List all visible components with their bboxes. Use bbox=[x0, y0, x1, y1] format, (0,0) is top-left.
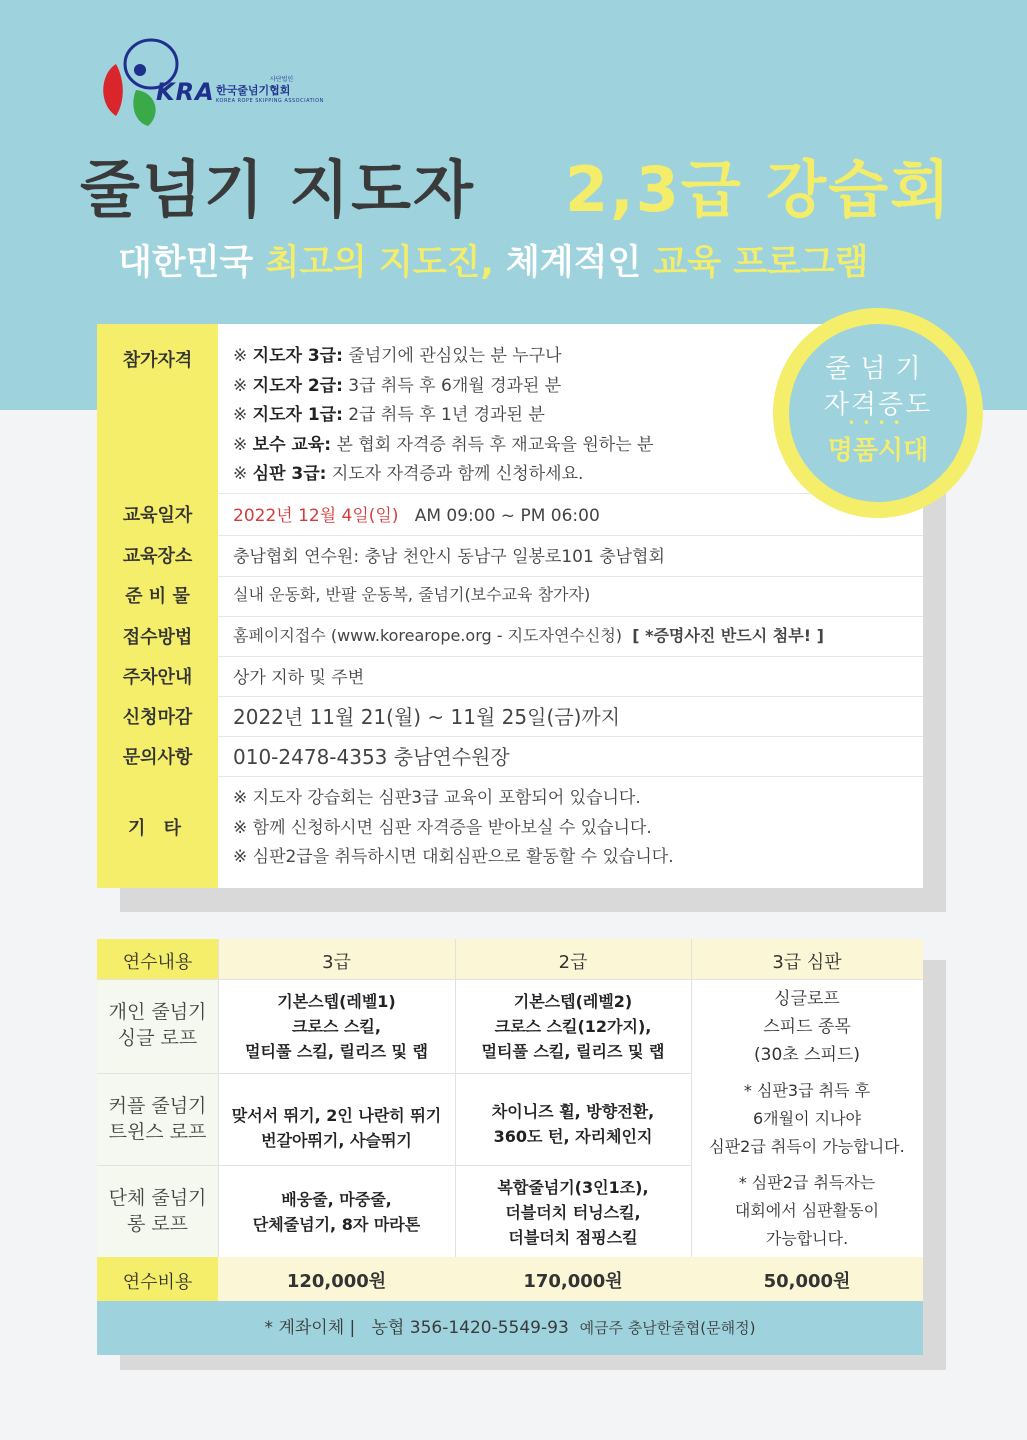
row-label-twins: 커플 줄넘기 트윈스 로프 bbox=[108, 1095, 207, 1143]
bank-holder: 예금주 충남한줄협(문해정) bbox=[579, 1319, 756, 1337]
prep-value: 실내 운동화, 반팔 운동복, 줄넘기(보수교육 참가자) bbox=[233, 585, 591, 604]
divider bbox=[218, 535, 923, 536]
etc-item: ※ 심판2급을 취득하시면 대회심판으로 활동할 수 있습니다. bbox=[233, 847, 674, 867]
divider bbox=[218, 656, 923, 657]
cost-row bbox=[97, 1257, 923, 1301]
etc-list bbox=[233, 784, 674, 873]
grid-line bbox=[97, 1073, 691, 1074]
apply-note: [ *증명사진 반드시 첨부! ] bbox=[632, 626, 824, 645]
qual-item: ※ 지도자 3급: 줄넘기에 관심있는 분 누구나 bbox=[233, 346, 562, 366]
judge-content: 싱글로프 스피드 종목 (30초 스피드) bbox=[754, 989, 860, 1065]
logo-name bbox=[216, 82, 324, 104]
grid-line bbox=[97, 1165, 691, 1166]
certificate-badge bbox=[789, 324, 967, 502]
bank-account: 농협 356-1420-5549-93 bbox=[371, 1318, 569, 1338]
divider bbox=[218, 616, 923, 617]
logo-corp: 사단법인 bbox=[270, 76, 294, 83]
badge-line3: 명품시대 bbox=[827, 436, 929, 466]
label-apply: 접수방법 bbox=[122, 627, 193, 648]
qual-item: ※ 보수 교육: 본 협회 자격증 취득 후 재교육을 원하는 분 bbox=[233, 434, 654, 455]
date-day: 2022년 12월 4일(일) bbox=[233, 506, 399, 526]
cost-grade2: 170,000원 bbox=[523, 1271, 623, 1292]
label-parking: 주차안내 bbox=[122, 667, 193, 688]
subtitle-highlight2: 교육 프로그램 bbox=[653, 243, 869, 283]
parking-value: 상가 지하 및 주변 bbox=[233, 668, 365, 688]
cell-twins-grade3: 맞서서 뛰기, 2인 나란히 뛰기 번갈아뛰기, 사슬뛰기 bbox=[231, 1106, 442, 1150]
row-label-long: 단체 줄넘기 롱 로프 bbox=[108, 1187, 207, 1235]
place-value: 충남협회 연수원: 충남 천안시 동남구 일봉로101 충남협회 bbox=[233, 547, 665, 567]
label-contact: 문의사항 bbox=[122, 747, 193, 768]
contact-value: 010-2478-4353 충남연수원장 bbox=[233, 745, 510, 769]
apply-text: 홈페이지접수 (www.korearope.org - 지도자연수신청) bbox=[233, 626, 623, 645]
bank-transfer-info bbox=[97, 1301, 923, 1355]
cell-twins-grade2: 차이니즈 휠, 방향전환, 360도 턴, 자리체인지 bbox=[491, 1102, 655, 1146]
course-table bbox=[97, 939, 923, 1355]
grid-line bbox=[97, 979, 923, 980]
etc-item: ※ 함께 신청하시면 심판 자격증을 받아보실 수 있습니다. bbox=[233, 817, 652, 838]
badge-dots: •••• bbox=[847, 416, 909, 430]
judge-note-2: * 심판2급 취득자는 대회에서 심판활동이 가능합니다. bbox=[734, 1173, 880, 1248]
subtitle bbox=[118, 235, 868, 285]
label-qualification: 참가자격 bbox=[122, 350, 193, 371]
divider bbox=[218, 776, 923, 777]
deadline-value: 2022년 11월 21(월) ~ 11월 25일(금)까지 bbox=[233, 705, 621, 729]
logo-name-ko: 한국줄넘기협회 bbox=[216, 84, 291, 97]
cost-judge: 50,000원 bbox=[763, 1271, 851, 1292]
etc-item: ※ 지도자 강습회는 심판3급 교육이 포함되어 있습니다. bbox=[233, 788, 641, 808]
qualification-list bbox=[233, 342, 653, 490]
label-deadline: 신청마감 bbox=[122, 707, 193, 728]
label-place: 교육장소 bbox=[122, 546, 193, 567]
main-title: 줄넘기 지도자 bbox=[80, 153, 475, 226]
cell-long-grade2: 복합줄넘기(3인1조), 더블더치 터닝스킬, 더블더치 점핑스킬 bbox=[497, 1178, 649, 1247]
header-grade3: 3급 bbox=[322, 952, 351, 973]
subtitle-part1: 대한민국 bbox=[118, 243, 266, 283]
header-content: 연수내용 bbox=[122, 952, 193, 973]
divider bbox=[218, 696, 923, 697]
divider bbox=[218, 736, 923, 737]
apply-value bbox=[233, 623, 824, 646]
label-prep: 준 비 물 bbox=[125, 586, 190, 607]
subtitle-highlight1: 최고의 지도진, bbox=[265, 243, 494, 283]
badge-line2: 자격증도 bbox=[823, 390, 933, 420]
cell-single-grade3: 기본스텝(레벨1) 크로스 스킬, 멀티풀 스킬, 릴리즈 및 랩 bbox=[245, 992, 428, 1061]
logo-name-en: KOREA ROPE SKIPPING ASSOCIATION bbox=[216, 98, 324, 104]
logo-abbr: KRA bbox=[156, 78, 215, 106]
header-judge3: 3급 심판 bbox=[772, 952, 842, 973]
cell-single-grade2: 기본스텝(레벨2) 크로스 스킬(12가지), 멀티풀 스킬, 릴리즈 및 랩 bbox=[481, 992, 665, 1061]
header-grade2: 2급 bbox=[558, 952, 588, 973]
date-value bbox=[233, 501, 600, 526]
judge-note-1: * 심판3급 취득 후 6개월이 지나야 심판2급 취득이 가능합니다. bbox=[709, 1081, 905, 1156]
subtitle-part2: 체계적인 bbox=[493, 243, 654, 283]
row-label-single: 개인 줄넘기 싱글 로프 bbox=[108, 1001, 207, 1049]
cost-label: 연수비용 bbox=[122, 1272, 193, 1293]
cell-long-grade3: 배웅줄, 마중줄, 단체줄넘기, 8자 마라톤 bbox=[252, 1190, 421, 1234]
divider bbox=[218, 576, 923, 577]
cost-grade3: 120,000원 bbox=[286, 1271, 387, 1292]
table-header bbox=[97, 939, 923, 979]
qual-item: ※ 심판 3급: 지도자 자격증과 함께 신청하세요. bbox=[233, 464, 584, 484]
qual-item: ※ 지도자 1급: 2급 취득 후 1년 경과된 분 bbox=[233, 405, 545, 425]
label-date: 교육일자 bbox=[122, 505, 193, 526]
bank-prefix: * 계좌이체 | bbox=[264, 1318, 356, 1338]
qual-item: ※ 지도자 2급: 3급 취득 후 6개월 경과된 분 bbox=[233, 375, 562, 396]
main-title-accent: 2,3급 강습회 bbox=[565, 153, 952, 226]
badge-line1: 줄넘기 bbox=[825, 354, 931, 384]
label-etc: 기 타 bbox=[127, 818, 188, 839]
date-time: AM 09:00 ~ PM 06:00 bbox=[414, 506, 600, 526]
